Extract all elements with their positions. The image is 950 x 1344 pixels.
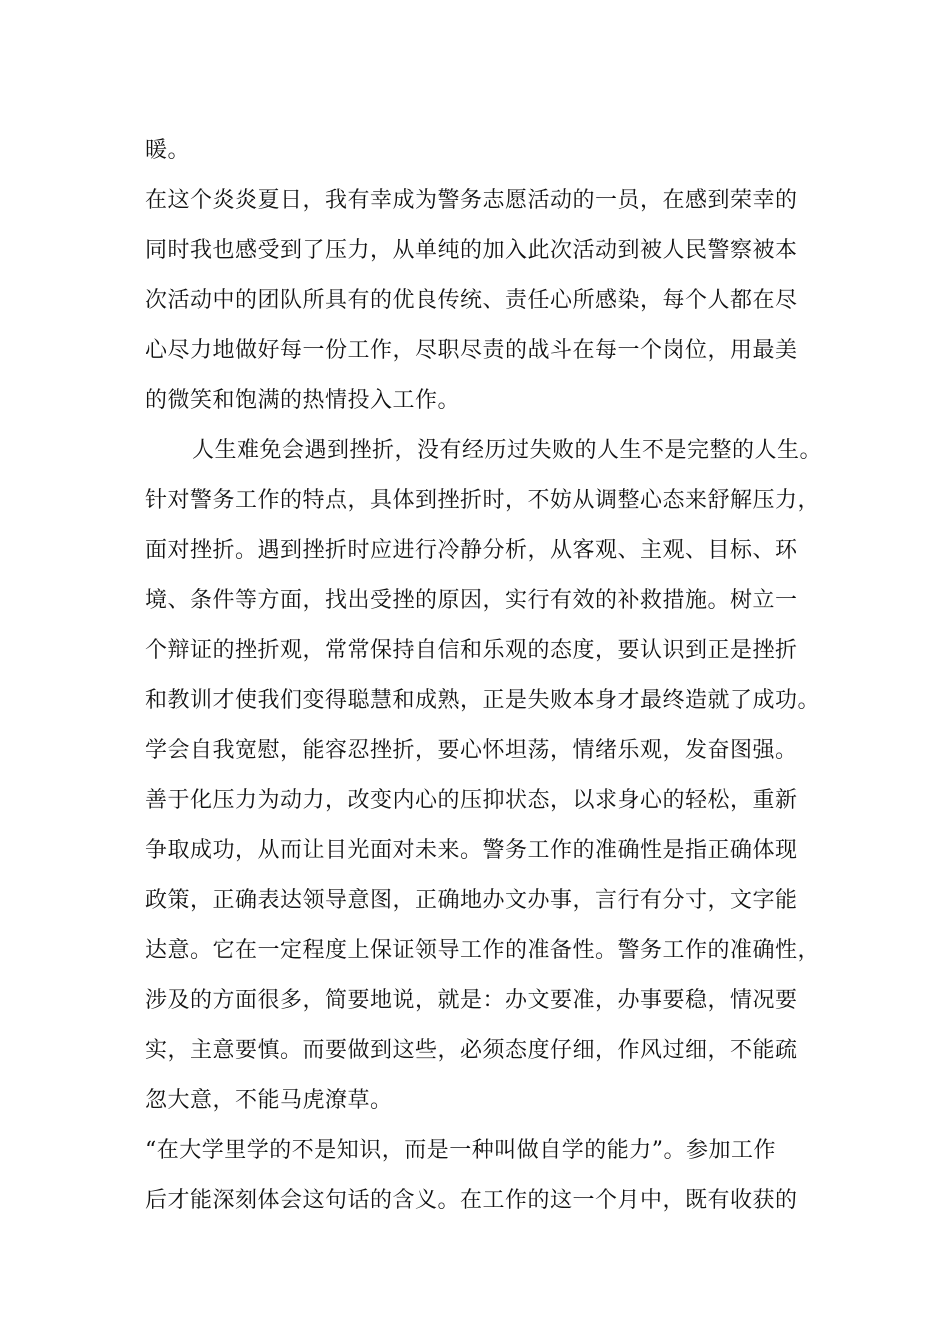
text-line: “在大学里学的不是知识，而是一种叫做自学的能力”。参加工作 xyxy=(145,1138,776,1163)
text-line: 次活动中的团队所具有的优良传统、责任心所感染，每个人都在尽 xyxy=(145,288,798,313)
text-line: 达意。它在一定程度上保证领导工作的准备性。警务工作的准确性， xyxy=(145,938,821,963)
text-line: 实，主意要慎。而要做到这些，必须态度仔细，作风过细，不能疏 xyxy=(145,1038,798,1063)
text-line: 后才能深刻体会这句话的含义。在工作的这一个月中，既有收获的 xyxy=(145,1188,798,1213)
text-line: 暖。 xyxy=(145,138,191,163)
text-line: 的微笑和饱满的热情投入工作。 xyxy=(145,388,461,413)
text-line: 忽大意，不能马虎潦草。 xyxy=(145,1088,393,1113)
text-line: 涉及的方面很多，简要地说，就是：办文要准，办事要稳，情况要 xyxy=(145,988,798,1013)
text-line: 政策，正确表达领导意图，正确地办文办事，言行有分寸，文字能 xyxy=(145,888,798,913)
text-line: 在这个炎炎夏日，我有幸成为警务志愿活动的一员，在感到荣幸的 xyxy=(145,188,798,213)
text-line: 人生难免会遇到挫折，没有经历过失败的人生不是完整的人生。 xyxy=(192,438,823,463)
text-line: 争取成功，从而让目光面对未来。警务工作的准确性是指正确体现 xyxy=(145,838,798,863)
text-line: 和教训才使我们变得聪慧和成熟，正是失败本身才最终造就了成功。 xyxy=(145,688,821,713)
text-line: 个辩证的挫折观，常常保持自信和乐观的态度，要认识到正是挫折 xyxy=(145,638,798,663)
text-line: 学会自我宽慰，能容忍挫折，要心怀坦荡，情绪乐观，发奋图强。 xyxy=(145,738,798,763)
text-line: 针对警务工作的特点，具体到挫折时，不妨从调整心态来舒解压力， xyxy=(145,488,821,513)
text-line: 善于化压力为动力，改变内心的压抑状态，以求身心的轻松，重新 xyxy=(145,788,798,813)
text-line: 境、条件等方面，找出受挫的原因，实行有效的补救措施。树立一 xyxy=(145,588,798,613)
text-line: 同时我也感受到了压力，从单纯的加入此次活动到被人民警察被本 xyxy=(145,238,798,263)
text-line: 心尽力地做好每一份工作，尽职尽责的战斗在每一个岗位，用最美 xyxy=(145,338,798,363)
text-line: 面对挫折。遇到挫折时应进行冷静分析，从客观、主观、目标、环 xyxy=(145,538,798,563)
